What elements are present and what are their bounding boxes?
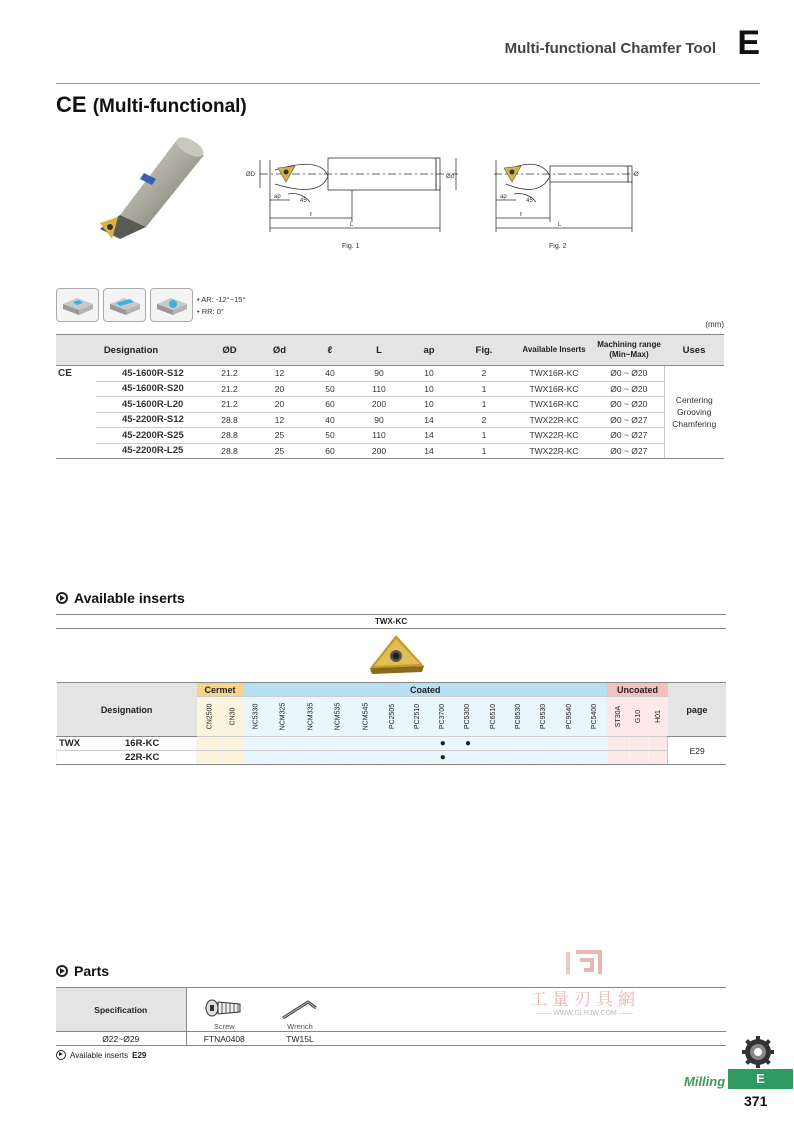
table-row — [56, 412, 724, 428]
tool-photo — [84, 135, 214, 245]
grade-cell — [297, 737, 325, 751]
grade-name: NCM335 — [306, 702, 314, 731]
spec-table — [56, 334, 724, 459]
grade-header — [582, 697, 607, 737]
insert-designation-cell — [57, 737, 197, 751]
grade-header — [197, 697, 223, 737]
grade-cell — [269, 737, 297, 751]
insert-designation: 22R-KC — [125, 752, 160, 763]
fig2-dim-l: ℓ — [520, 212, 522, 218]
parts-screw-cell: FTNA0408 — [203, 1033, 245, 1044]
cell-fig: 1 — [454, 397, 514, 413]
ins-col-page: page — [668, 683, 726, 737]
cell-ap: 14 — [404, 428, 454, 444]
grade-header — [243, 697, 269, 737]
grade-cell — [269, 751, 297, 765]
cell-L: 110 — [354, 381, 404, 397]
col-ap: ap — [404, 335, 454, 366]
cell-D: 21.2 — [206, 397, 253, 413]
cell-insert: TWX16R-KC — [514, 366, 594, 382]
table-row — [57, 751, 727, 765]
grade-header — [380, 697, 405, 737]
fig1-dim-angle: 45 — [300, 198, 307, 204]
page-title-sub: (Multi-functional) — [92, 96, 247, 117]
arrow-circle-icon — [56, 1050, 66, 1060]
insert-designation: 16R-KC — [125, 738, 160, 749]
fig2-dim-L: L — [558, 222, 562, 228]
grade-cell: ● — [430, 737, 455, 751]
grade-group-row — [57, 683, 727, 697]
fig1-dim-L: L — [350, 222, 354, 228]
inserts-reference[interactable] — [56, 1050, 146, 1060]
cell-fig: 2 — [454, 412, 514, 428]
parts-heading — [56, 963, 109, 979]
cell-range: Ø0 ~ Ø27 — [594, 428, 664, 444]
cell-l: 50 — [306, 428, 354, 444]
footer-category: Milling — [684, 1074, 726, 1089]
fig1-dim-D: ØD — [246, 172, 255, 178]
grade-name: NCM545 — [362, 702, 370, 731]
grade-header — [324, 697, 352, 737]
centering-icon — [56, 288, 99, 322]
cell-d: 12 — [253, 366, 306, 382]
grade-cell — [324, 737, 352, 751]
screw-label: Screw — [213, 1022, 235, 1031]
ins-col-designation: Designation — [57, 683, 197, 737]
cell-designation: 45-2200R-S12 — [96, 412, 206, 428]
grade-name: PC2505 — [388, 703, 396, 730]
grade-name: CN30 — [229, 707, 237, 726]
cell-d: 12 — [253, 412, 306, 428]
grade-name: NCM535 — [334, 702, 342, 731]
grade-header — [430, 697, 455, 737]
col-L: L — [354, 335, 404, 366]
spec-header-row — [56, 335, 724, 366]
col-inserts: Available Inserts — [514, 335, 594, 366]
milling-cutter-icon — [742, 1036, 774, 1068]
watermark-logo — [562, 948, 608, 978]
grade-cell — [324, 751, 352, 765]
figure-1-label: Fig. 1 — [342, 243, 360, 250]
section-title: Multi-functional Chamfer Tool — [504, 40, 716, 57]
col-D: ØD — [206, 335, 253, 366]
grade-cell — [243, 737, 269, 751]
cell-D: 21.2 — [206, 381, 253, 397]
col-uses: Uses — [664, 335, 724, 366]
ref-label: Available inserts — [70, 1050, 129, 1060]
grade-cell — [629, 751, 648, 765]
grade-name: PC5300 — [464, 703, 472, 730]
grade-group-cermet: Cermet — [197, 683, 244, 697]
grade-name: PC5400 — [591, 703, 599, 730]
grade-cell — [582, 751, 607, 765]
grade-header — [455, 697, 480, 737]
radial-rake: • RR: 0° — [197, 307, 224, 316]
cell-range: Ø0 ~ Ø20 — [594, 366, 664, 382]
parts-row-spacer — [338, 1032, 726, 1046]
cell-L: 90 — [354, 366, 404, 382]
cell-d: 25 — [253, 443, 306, 459]
grade-cell — [297, 751, 325, 765]
table-row — [57, 737, 727, 751]
grade-name: PC9540 — [565, 703, 573, 730]
grade-group-uncoated: Uncoated — [607, 683, 668, 697]
grade-cell — [649, 751, 668, 765]
parts-row — [56, 1032, 726, 1046]
page-header — [56, 22, 760, 84]
cell-insert: TWX16R-KC — [514, 397, 594, 413]
footer-section-tab[interactable]: E — [728, 1069, 793, 1089]
cell-D: 21.2 — [206, 366, 253, 382]
grade-cell — [557, 751, 582, 765]
cell-D: 28.8 — [206, 428, 253, 444]
grade-header — [481, 697, 506, 737]
grade-cell: ● — [430, 751, 455, 765]
col-designation: Designation — [56, 335, 206, 366]
grade-name: PC8530 — [515, 703, 523, 730]
grade-cell — [380, 751, 405, 765]
screw-header — [186, 988, 262, 1032]
cell-d: 25 — [253, 428, 306, 444]
grade-cell: ● — [455, 737, 480, 751]
grade-name: PC9530 — [540, 703, 548, 730]
cell-l: 60 — [306, 397, 354, 413]
grade-header — [629, 697, 648, 737]
cell-ap: 10 — [404, 366, 454, 382]
table-row — [56, 443, 724, 459]
cell-designation: 45-1600R-S20 — [96, 381, 206, 397]
grade-name: PC2510 — [413, 703, 421, 730]
grade-header — [269, 697, 297, 737]
insert-photo — [366, 632, 428, 678]
grade-cell — [506, 751, 531, 765]
parts-spec-cell: Ø22~Ø29 — [56, 1032, 186, 1046]
cell-d: 20 — [253, 397, 306, 413]
grade-cell — [197, 737, 223, 751]
wrench-header — [262, 988, 338, 1032]
fig2-dim-angle: 45 — [526, 198, 533, 204]
grade-cell — [481, 751, 506, 765]
machining-type-icons — [56, 288, 193, 322]
parts-wrench-cell: TW15L — [286, 1033, 314, 1044]
parts-title: Parts — [74, 963, 110, 979]
parts-col-spec: Specification — [56, 988, 186, 1032]
grade-cell — [481, 737, 506, 751]
cell-insert: TWX22R-KC — [514, 443, 594, 459]
insert-series: TWX — [59, 738, 81, 749]
grade-header — [649, 697, 668, 737]
cell-D: 28.8 — [206, 412, 253, 428]
arrow-circle-icon — [56, 965, 68, 977]
cell-range: Ø0 ~ Ø27 — [594, 443, 664, 459]
cell-ap: 10 — [404, 397, 454, 413]
grade-cell — [531, 737, 556, 751]
cell-designation: 45-1600R-L20 — [96, 397, 206, 413]
watermark-text: 工量刃具網 — [530, 990, 640, 1009]
chamfering-icon — [150, 288, 193, 322]
grooving-icon — [103, 288, 146, 322]
cell-L: 200 — [354, 443, 404, 459]
cell-designation: 45-2200R-S25 — [96, 428, 206, 444]
section-letter: E — [737, 24, 760, 62]
grade-cell — [557, 737, 582, 751]
insert-designation-cell — [57, 751, 197, 765]
grade-header — [506, 697, 531, 737]
cell-L: 200 — [354, 397, 404, 413]
unit-label: (mm) — [705, 320, 724, 329]
cell-l: 40 — [306, 412, 354, 428]
grade-name: H01 — [654, 710, 662, 723]
col-l: ℓ — [306, 335, 354, 366]
grade-cell — [506, 737, 531, 751]
screw-icon — [204, 996, 244, 1020]
watermark — [530, 948, 640, 1017]
cell-fig: 2 — [454, 366, 514, 382]
insert-type-bar: TWX-KC — [56, 614, 726, 629]
col-range: Machining range (Min~Max) — [594, 335, 664, 366]
fig2-dim-ap: ap — [500, 194, 507, 200]
grade-header — [222, 697, 243, 737]
available-inserts-title: Available inserts — [74, 590, 185, 606]
page-number: 371 — [744, 1093, 768, 1109]
insert-page-cell[interactable]: E29 — [668, 737, 726, 765]
grade-cell — [197, 751, 223, 765]
cell-d: 20 — [253, 381, 306, 397]
grade-cell — [405, 737, 430, 751]
wrench-icon — [280, 996, 320, 1020]
cell-insert: TWX22R-KC — [514, 428, 594, 444]
available-inserts-heading — [56, 590, 185, 606]
inserts-table — [56, 682, 726, 765]
cell-D: 28.8 — [206, 443, 253, 459]
grade-header — [352, 697, 380, 737]
figure-2-drawing — [488, 150, 644, 242]
grade-name: CN2500 — [206, 703, 213, 730]
grade-header — [297, 697, 325, 737]
cell-L: 90 — [354, 412, 404, 428]
cell-ap: 14 — [404, 443, 454, 459]
axial-rake: • AR: -12°~15° — [197, 295, 246, 304]
col-fig: Fig. — [454, 335, 514, 366]
cell-range: Ø0 ~ Ø20 — [594, 397, 664, 413]
cell-insert: TWX22R-KC — [514, 412, 594, 428]
fig2-dim-d: Ø — [634, 172, 639, 178]
cell-fig: 1 — [454, 443, 514, 459]
grade-cell — [352, 751, 380, 765]
grade-cell — [405, 751, 430, 765]
cell-insert: TWX16R-KC — [514, 381, 594, 397]
cell-fig: 1 — [454, 428, 514, 444]
grade-header — [531, 697, 556, 737]
figure-2-label: Fig. 2 — [549, 243, 567, 250]
table-row — [56, 428, 724, 444]
grade-name: ST30A — [614, 705, 622, 728]
grade-cell — [607, 751, 629, 765]
grade-cell — [352, 737, 380, 751]
grade-cell — [531, 751, 556, 765]
grade-group-coated: Coated — [243, 683, 607, 697]
cell-l: 60 — [306, 443, 354, 459]
wrench-label: Wrench — [287, 1022, 313, 1031]
use-centering: Centering — [675, 395, 713, 405]
grade-header — [405, 697, 430, 737]
use-grooving: Grooving — [677, 407, 712, 417]
grade-cell — [607, 737, 629, 751]
cell-ap: 10 — [404, 381, 454, 397]
grade-header — [557, 697, 582, 737]
fig1-dim-l: ℓ — [310, 212, 312, 218]
watermark-url: —— WWW.GLRJW.COM —— — [537, 1010, 633, 1017]
page-title — [56, 92, 247, 118]
cell-designation: 45-1600R-S12 — [96, 366, 206, 382]
table-row — [56, 366, 724, 382]
grade-cell — [629, 737, 648, 751]
cell-L: 110 — [354, 428, 404, 444]
grade-name: G10 — [635, 709, 643, 724]
grade-name: NC5330 — [252, 703, 260, 730]
cell-designation: 45-2200R-L25 — [96, 443, 206, 459]
page-title-main: CE — [56, 92, 87, 117]
uses-cell — [664, 366, 724, 459]
fig1-dim-d: Ød — [446, 174, 455, 180]
grade-cell — [582, 737, 607, 751]
grade-cell — [243, 751, 269, 765]
cell-range: Ø0 ~ Ø27 — [594, 412, 664, 428]
grade-name: PC6510 — [489, 703, 497, 730]
table-row — [56, 397, 724, 413]
grade-cell — [222, 737, 243, 751]
grade-cell — [222, 751, 243, 765]
figure-1-drawing — [240, 150, 470, 242]
rake-angles — [197, 294, 245, 318]
cell-l: 40 — [306, 366, 354, 382]
col-d: Ød — [253, 335, 306, 366]
table-row — [56, 381, 724, 397]
cell-ap: 14 — [404, 412, 454, 428]
grade-name: NCM325 — [279, 702, 287, 731]
arrow-circle-icon — [56, 592, 68, 604]
series-label: CE — [56, 366, 96, 459]
cell-l: 50 — [306, 381, 354, 397]
grade-cell — [380, 737, 405, 751]
fig1-dim-ap: ap — [274, 194, 281, 200]
ref-page: E29 — [132, 1050, 147, 1060]
use-chamfering: Chamfering — [672, 419, 717, 429]
grade-header — [607, 697, 629, 737]
cell-fig: 1 — [454, 381, 514, 397]
grade-name: PC3700 — [439, 703, 447, 730]
grade-cell — [649, 737, 668, 751]
grade-cell — [455, 751, 480, 765]
cell-range: Ø0 ~ Ø20 — [594, 381, 664, 397]
